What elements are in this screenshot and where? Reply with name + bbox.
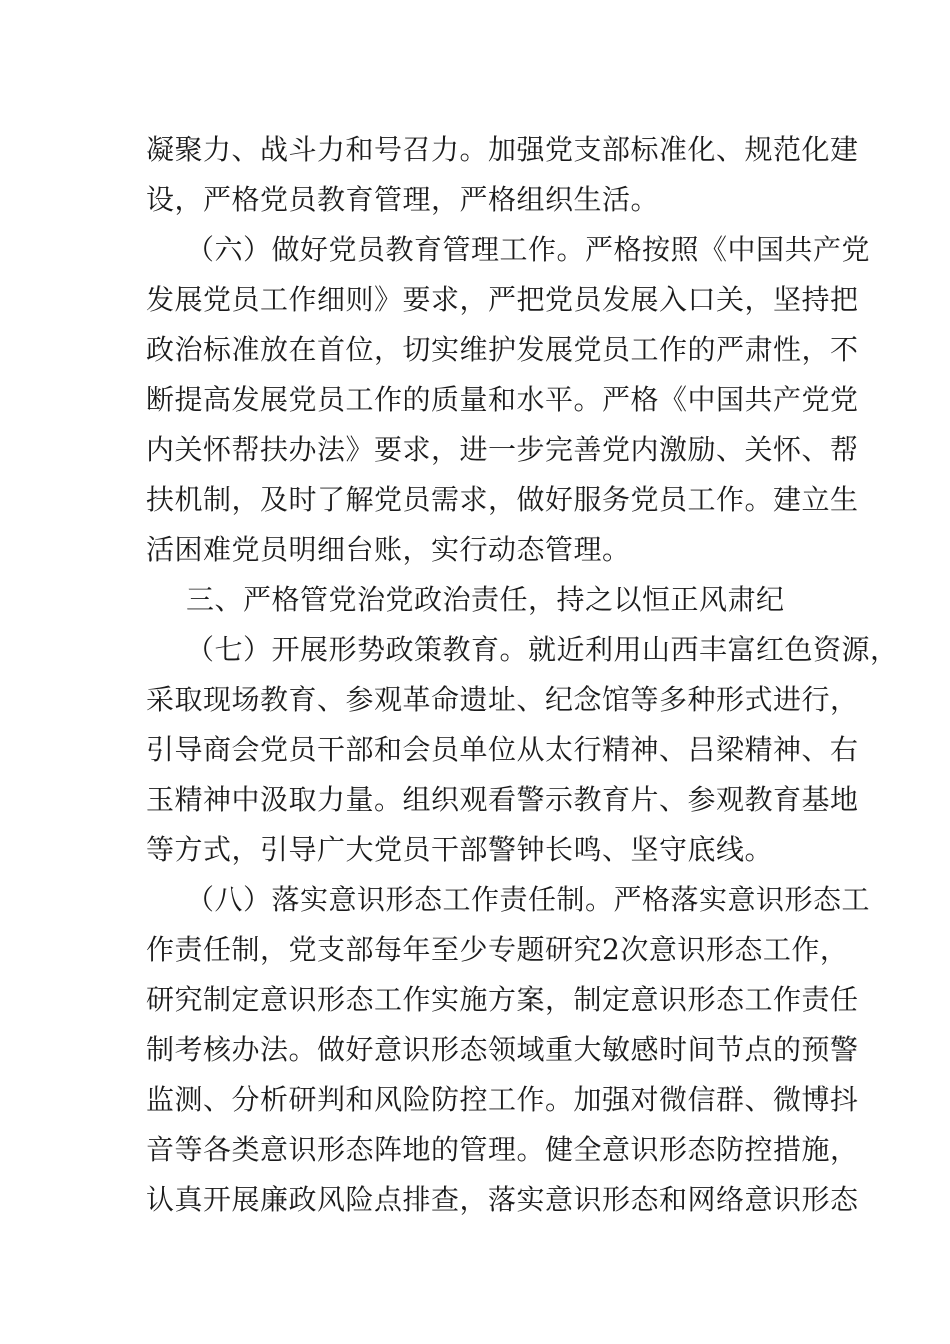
text-line: 设，严格党员教育管理，严格组织生活。	[146, 183, 660, 216]
text-line: 认真开展廉政风险点排查，落实意识形态和网络意识形态	[146, 1183, 859, 1216]
text-line: 采取现场教育、参观革命遗址、纪念馆等多种形式进行，	[146, 683, 859, 716]
text-line: 音等各类意识形态阵地的管理。健全意识形态防控措施，	[146, 1133, 859, 1166]
text-line: 作责任制，党支部每年至少专题研究2次意识形态工作，	[146, 933, 849, 966]
text-line: 研究制定意识形态工作实施方案，制定意识形态工作责任	[146, 983, 859, 1016]
text-line: 发展党员工作细则》要求，严把党员发展入口关，坚持把	[146, 283, 859, 316]
text-line: 断提高发展党员工作的质量和水平。严格《中国共产党党	[146, 383, 859, 416]
text-line: 制考核办法。做好意识形态领域重大敏感时间节点的预警	[146, 1033, 859, 1066]
paragraph-heading-6: （六）做好党员教育管理工作。严格按照《中国共产党	[186, 233, 871, 266]
text-line: 活困难党员明细台账，实行动态管理。	[146, 533, 631, 566]
text-line: 引导商会党员干部和会员单位从太行精神、吕梁精神、右	[146, 733, 859, 766]
text-line: 监测、分析研判和风险防控工作。加强对微信群、微博抖	[146, 1083, 859, 1116]
text-line: 政治标准放在首位，切实维护发展党员工作的严肃性，不	[146, 333, 859, 366]
paragraph-heading-7: （七）开展形势政策教育。就近利用山西丰富红色资源，	[186, 633, 899, 666]
text-line: 凝聚力、战斗力和号召力。加强党支部标准化、规范化建	[146, 133, 859, 166]
text-line: 等方式，引导广大党员干部警钟长鸣、坚守底线。	[146, 833, 774, 866]
paragraph-heading-8: （八）落实意识形态工作责任制。严格落实意识形态工	[186, 883, 871, 916]
text-line: 内关怀帮扶办法》要求，进一步完善党内激励、关怀、帮	[146, 433, 859, 466]
section-heading-3: 三、严格管党治党政治责任，持之以恒正风肃纪	[186, 583, 785, 616]
text-line: 玉精神中汲取力量。组织观看警示教育片、参观教育基地	[146, 783, 859, 816]
text-line: 扶机制，及时了解党员需求，做好服务党员工作。建立生	[146, 483, 859, 516]
